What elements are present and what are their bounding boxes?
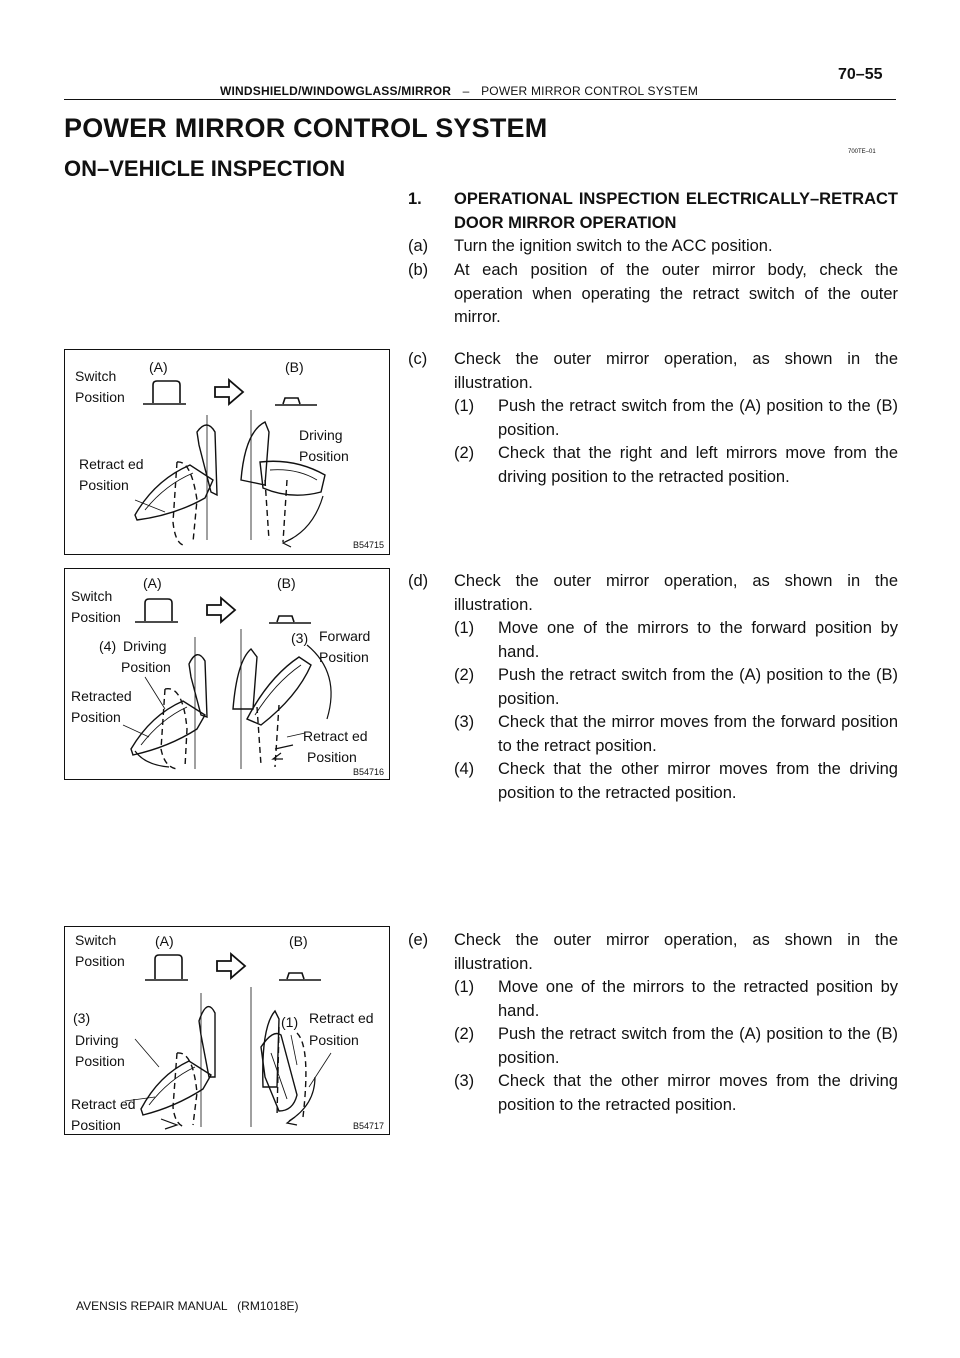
arrow-right-icon <box>217 954 245 978</box>
fig2-retracted-label-1: Retracted <box>71 688 132 704</box>
fig3-label-b: (B) <box>289 933 308 949</box>
right-mirror-drawing <box>251 987 331 1127</box>
step-c <box>408 348 898 489</box>
switch-b-icon <box>279 973 321 980</box>
step-d-4-text: Check that the other mirror moves from the driving position to the retracted position. <box>498 760 898 802</box>
figure-b54715 <box>64 349 390 555</box>
page-number: 70–55 <box>838 66 883 83</box>
fig1-label-a: (A) <box>149 359 168 375</box>
fig2-switch-label-1: Switch <box>71 588 113 604</box>
document-code: 700TE–01 <box>848 149 876 155</box>
step-c-1-text: Push the retract switch from the (A) position to the (B) position. <box>498 397 898 439</box>
fig3-num-1: (1) <box>281 1014 299 1030</box>
section-title: ON–VEHICLE INSPECTION <box>64 156 346 181</box>
figure-b54716 <box>64 568 390 780</box>
right-mirror-drawing <box>233 629 331 769</box>
step-d-label: (d) <box>408 572 429 590</box>
fig2-num-4: (4) <box>99 638 117 654</box>
step-e-2 <box>408 1023 898 1070</box>
step-c-label: (c) <box>408 350 428 368</box>
header-subsection: POWER MIRROR CONTROL SYSTEM <box>481 84 699 98</box>
fig3-switch-label-1: Switch <box>75 932 117 948</box>
fig2-driving-label-2: Position <box>121 659 171 675</box>
fig1-driving-label-2: Position <box>299 448 349 464</box>
fig2-driving-label-1: Driving <box>123 638 167 654</box>
switch-a-icon <box>135 599 178 622</box>
fig1-code: B54715 <box>353 540 385 550</box>
switch-a-icon <box>143 381 186 404</box>
step-c-1-label: (1) <box>454 397 475 415</box>
fig1-retracted-label-2: Position <box>79 477 129 493</box>
step-d-2 <box>408 664 898 711</box>
step-e-1 <box>408 976 898 1023</box>
fig3-label-a: (A) <box>155 933 174 949</box>
switch-b-icon <box>269 616 311 623</box>
step-d-text: Check the outer mirror operation, as shown in the illustration. <box>454 572 898 614</box>
page-title: POWER MIRROR CONTROL SYSTEM <box>64 113 548 143</box>
step-e-3-text: Check that the other mirror moves from the driving position to the retracted position. <box>498 1072 898 1114</box>
figure-b54717 <box>64 926 390 1135</box>
fig3-code: B54717 <box>353 1121 385 1131</box>
step-e-3 <box>408 1070 898 1117</box>
fig2-forward-label-2: Position <box>319 649 369 665</box>
step-d-1-text: Move one of the mirrors to the forward position by hand. <box>498 619 898 661</box>
step-e-1-label: (1) <box>454 978 475 996</box>
step-e-text: Check the outer mirror operation, as shown in the illustration. <box>454 931 898 973</box>
switch-b-icon <box>275 398 317 405</box>
fig1-retracted-label-1: Retract ed <box>79 456 144 472</box>
footer: AVENSIS REPAIR MANUAL (RM1018E) <box>76 1299 299 1313</box>
fig2-retract-ed-label-1: Retract ed <box>303 728 368 744</box>
fig3-driving-label-2: Position <box>75 1053 125 1069</box>
fig1-switch-label-2: Position <box>75 389 125 405</box>
step-d-4-label: (4) <box>454 760 475 778</box>
step-a <box>408 235 898 259</box>
step-e <box>408 929 898 1117</box>
step-d <box>408 570 898 805</box>
fig2-retracted-label-2: Position <box>71 709 121 725</box>
fig2-code: B54716 <box>353 767 385 777</box>
fig3-switch-label-2: Position <box>75 953 125 969</box>
step-b-text: At each position of the outer mirror body, check the operation when operating the retract switch of the outer mirror. <box>454 261 898 326</box>
step-a-label: (a) <box>408 237 429 255</box>
step-e-2-label: (2) <box>454 1025 475 1043</box>
step-d-2-label: (2) <box>454 666 475 684</box>
fig1-switch-label-1: Switch <box>75 368 117 384</box>
fig1-label-b: (B) <box>285 359 304 375</box>
step-d-2-text: Push the retract switch from the (A) position to the (B) position. <box>498 666 898 708</box>
header-separator: – <box>462 84 470 98</box>
fig2-retract-ed-label-2: Position <box>307 749 357 765</box>
fig2-num-3: (3) <box>291 630 309 646</box>
fig3-retracted-label-1: Retract ed <box>71 1096 136 1112</box>
step-d-3-text: Check that the mirror moves from the forward position to the retract position. <box>498 713 898 755</box>
step-1 <box>408 188 898 235</box>
header-section: WINDSHIELD/WINDOWGLASS/MIRROR <box>220 84 452 98</box>
fig3-retract-ed-label-1: Retract ed <box>309 1010 374 1026</box>
step-c-text: Check the outer mirror operation, as shown in the illustration. <box>454 350 898 392</box>
step-e-label: (e) <box>408 931 429 949</box>
step-b <box>408 259 898 330</box>
step-d-1 <box>408 617 898 664</box>
fig3-retract-ed-label-2: Position <box>309 1032 359 1048</box>
step-1-number: 1. <box>408 190 422 208</box>
arrow-right-icon <box>207 598 235 622</box>
step-c-2 <box>408 442 898 489</box>
step-d-3-label: (3) <box>454 713 475 731</box>
mirror-retract-illustration-2 <box>65 569 389 779</box>
step-d-1-label: (1) <box>454 619 475 637</box>
header-rule <box>64 99 896 100</box>
left-mirror-drawing <box>135 415 217 545</box>
fig3-driving-label-1: Driving <box>75 1032 119 1048</box>
left-mirror-drawing <box>123 637 207 769</box>
fig3-num-3: (3) <box>73 1010 91 1026</box>
mirror-retract-illustration-1 <box>65 350 389 554</box>
fig2-switch-label-2: Position <box>71 609 121 625</box>
running-header <box>220 84 698 98</box>
fig2-label-a: (A) <box>143 575 162 591</box>
fig1-driving-label-1: Driving <box>299 427 343 443</box>
step-1-text: OPERATIONAL INSPECTION ELECTRICALLY–RETRACT DOOR MIRROR OPERATION <box>454 190 898 232</box>
step-d-3 <box>408 711 898 758</box>
step-c-2-label: (2) <box>454 444 475 462</box>
step-c-1 <box>408 395 898 442</box>
arrow-right-icon <box>215 380 243 404</box>
step-e-1-text: Move one of the mirrors to the retracted position by hand. <box>498 978 898 1020</box>
step-a-text: Turn the ignition switch to the ACC position. <box>454 237 773 255</box>
fig2-forward-label-1: Forward <box>319 628 371 644</box>
step-b-label: (b) <box>408 261 429 279</box>
switch-a-icon <box>145 955 188 980</box>
fig2-label-b: (B) <box>277 575 296 591</box>
step-c-2-text: Check that the right and left mirrors move from the driving position to the retracted position. <box>498 444 898 486</box>
left-mirror-drawing <box>125 993 215 1129</box>
mirror-retract-illustration-3 <box>65 927 389 1134</box>
step-e-3-label: (3) <box>454 1072 475 1090</box>
step-d-4 <box>408 758 898 805</box>
step-e-2-text: Push the retract switch from the (A) position to the (B) position. <box>498 1025 898 1067</box>
fig3-retracted-label-2: Position <box>71 1117 121 1133</box>
